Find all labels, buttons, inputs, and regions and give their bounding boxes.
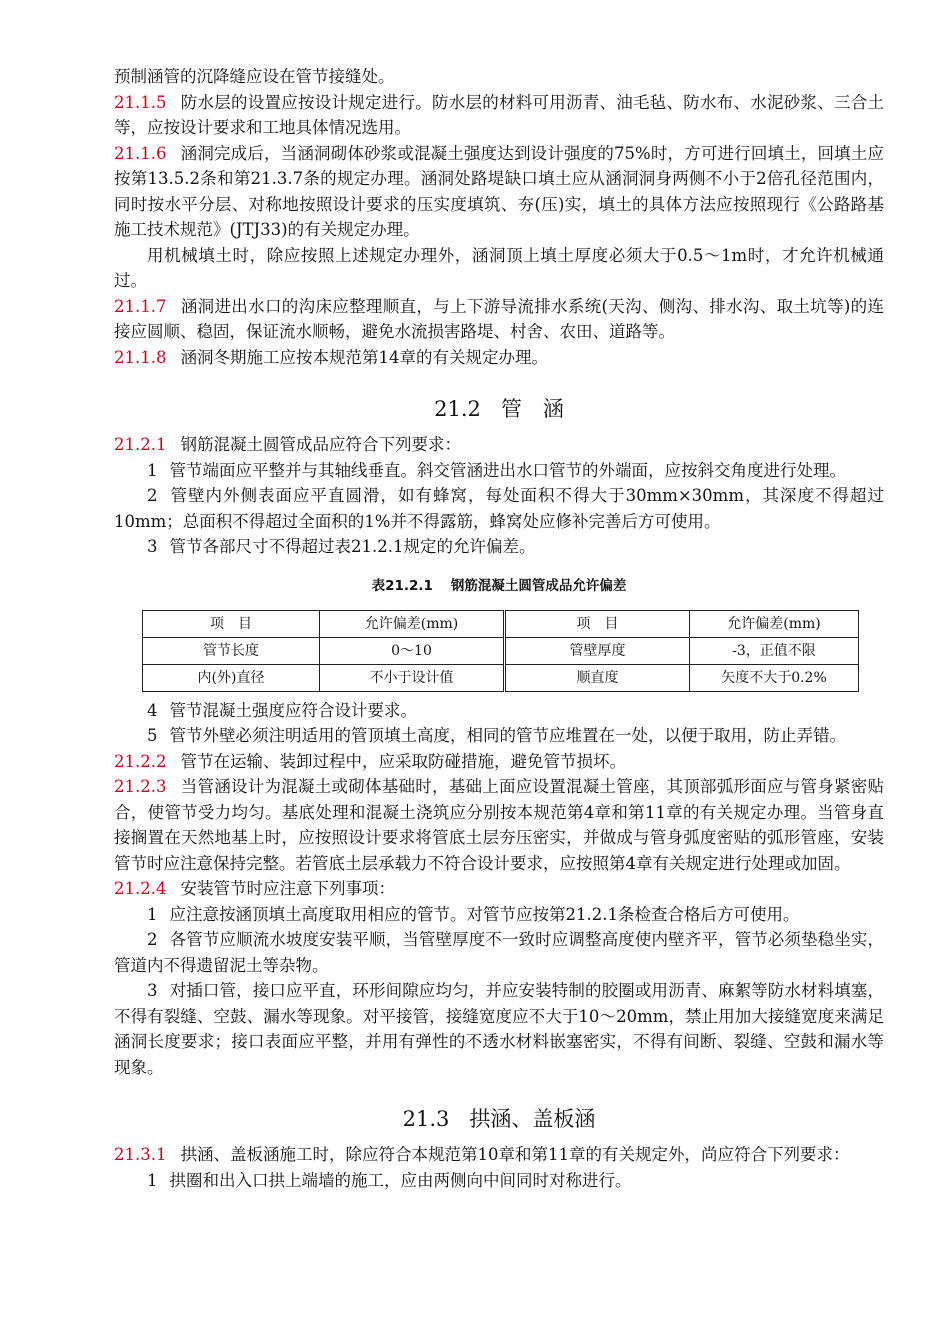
clause-21-2-3 [114, 774, 884, 876]
list-item [114, 698, 884, 724]
table-cell: 顺直度 [505, 664, 690, 691]
table-cell: 矢度不大于0.2% [690, 664, 859, 691]
list-item [114, 1168, 884, 1194]
table-cell: 管壁厚度 [505, 637, 690, 664]
table-header-cell: 允许偏差(mm) [690, 610, 859, 637]
item-text: 拱圈和出入口拱上端墙的施工，应由两侧向中间同时对称进行。 [169, 1170, 632, 1190]
clause-number: 21.1.8 [114, 347, 167, 367]
item-number: 5 [147, 726, 158, 745]
clause-21-3-1 [114, 1142, 884, 1168]
item-number: 2 [147, 486, 158, 505]
item-text: 管节外壁必须注明适用的管顶填土高度，相同的管节应堆置在一处，以便于取用，防止弄错。 [169, 726, 846, 745]
item-number: 1 [147, 904, 158, 924]
section-heading-21-2 [114, 394, 884, 424]
clause-number: 21.3.1 [114, 1145, 167, 1164]
clause-text: 涵洞冬期施工应按本规范第14章的有关规定办理。 [180, 347, 548, 367]
table-header-cell: 项 目 [505, 610, 690, 637]
clause-21-1-8 [114, 345, 884, 371]
list-item [114, 927, 884, 978]
item-text: 管节端面应平整并与其轴线垂直。斜交管涵进出水口管节的外端面，应按斜交角度进行处理。 [169, 460, 846, 480]
clause-text: 当管涵设计为混凝土或砌体基础时，基础上面应设置混凝土管座，其顶部弧形面应与管身紧密贴合，使管节受力均匀。基底处理和混凝土浇筑应分别按本规范第4章和第11章的有关规定办理。当管身直接搁置在天然地基上时，应按照设计要求将管底土层夯压密实，并做成与管身弧度密贴的弧形管座，安装管节时应注意保持完整。若管底土层承载力不符合设计要求，应按照第4章有关规定进行处理或加固。 [114, 777, 884, 873]
section-heading-21-3 [114, 1104, 884, 1134]
table-header-cell: 项 目 [143, 610, 320, 637]
item-number: 2 [147, 930, 158, 949]
list-item [114, 902, 884, 928]
clause-21-1-7 [114, 294, 884, 345]
clause-text: 涵洞进出水口的沟床应整理顺直，与上下游导流排水系统(天沟、侧沟、排水沟、取土坑等)的连接应圆顺、稳固，保证流水顺畅，避免水流损害路堤、村舍、农田、道路等。 [114, 296, 884, 341]
table-header-cell: 允许偏差(mm) [320, 610, 505, 637]
section-title: 管 涵 [500, 397, 564, 421]
clause-text: 钢筋混凝土圆管成品应符合下列要求： [180, 435, 461, 454]
list-item [114, 534, 884, 560]
table-title: 钢筋混凝土圆管成品允许偏差 [450, 577, 627, 594]
item-number: 1 [147, 1170, 158, 1190]
item-number: 1 [147, 460, 158, 480]
item-text: 管节各部尺寸不得超过表21.2.1规定的允许偏差。 [169, 537, 536, 556]
deviation-table [142, 610, 859, 692]
table-header-row [143, 610, 859, 637]
table-cell: 管节长度 [143, 637, 320, 664]
table-cell: 不小于设计值 [320, 664, 505, 691]
clause-number: 21.2.2 [114, 751, 167, 771]
table-row [143, 664, 859, 691]
table-cell: 0～10 [320, 637, 505, 664]
document-page [114, 64, 884, 1193]
table-caption [114, 576, 884, 596]
clause-number: 21.2.4 [114, 879, 167, 898]
clause-21-2-4 [114, 876, 884, 902]
clause-text: 管节在运输、装卸过程中，应采取防碰措施，避免管节损坏。 [180, 751, 626, 771]
clause-text: 安装管节时应注意下列事项： [180, 879, 395, 898]
list-item [114, 483, 884, 534]
table-cell: -3，正值不限 [690, 637, 859, 664]
clause-text: 涵洞完成后，当涵洞砌体砂浆或混凝土强度达到设计强度的75%时，方可进行回填土，回填土应按第13.5.2条和第21.3.7条的规定办理。涵洞处路堤缺口填土应从涵洞洞身两侧不小于2倍孔径范围内，同时按水平分层、对称地按照设计要求的压实度填筑、夯(压)实，填土的具体方法应按照现行《公路路基施工技术规范》(JTJ33)的有关规定办理。 [114, 143, 884, 239]
clause-number: 21.2.3 [114, 777, 167, 796]
paragraph-machine-fill: 用机械填土时，除应按照上述规定办理外，涵洞顶上填土厚度必须大于0.5～1m时，才允许机械通过。 [114, 245, 884, 290]
clause-number: 21.2.1 [114, 435, 167, 454]
item-text: 各管节应顺流水坡度安装平顺，当管壁厚度不一致时应调整高度使内壁齐平，管节必须垫稳坐实，管道内不得遗留泥土等杂物。 [114, 930, 884, 975]
clause-text: 防水层的设置应按设计规定进行。防水层的材料可用沥青、油毛毡、防水布、水泥砂浆、三合土等，应按设计要求和工地具体情况选用。 [114, 92, 884, 137]
clause-number: 21.1.6 [114, 143, 167, 163]
list-item [114, 723, 884, 749]
clause-number: 21.1.5 [114, 92, 167, 112]
clause-21-1-6 [114, 141, 884, 243]
item-number: 4 [147, 700, 158, 720]
section-number: 21.3 [402, 1107, 450, 1131]
item-text: 对插口管，接口应平直，环形间隙应均匀，并应安装特制的胶圈或用沥青、麻絮等防水材料填塞，不得有裂缝、空鼓、漏水等现象。对平接管，接缝宽度应不大于10～20mm，禁止用加大接缝宽度来满足涵洞长度要求；接口表面应平整，并用有弹性的不透水材料嵌塞密实，不得有间断、裂缝、空鼓和漏水等现象。 [114, 981, 884, 1077]
clause-number: 21.1.7 [114, 296, 167, 316]
clause-21-2-1 [114, 432, 884, 458]
item-text: 管壁内外侧表面应平直圆滑，如有蜂窝，每处面积不得大于30mm×30mm，其深度不得超过10mm；总面积不得超过全面积的1%并不得露筋，蜂窝处应修补完善后方可使用。 [114, 486, 884, 531]
clause-21-2-2 [114, 749, 884, 775]
item-text: 管节混凝土强度应符合设计要求。 [169, 700, 417, 720]
section-title: 拱涵、盖板涵 [469, 1107, 596, 1131]
table-number: 表21.2.1 [371, 577, 433, 594]
clause-21-1-5 [114, 90, 884, 141]
list-item [114, 458, 884, 484]
clause-text: 拱涵、盖板涵施工时，除应符合本规范第10章和第11章的有关规定外，尚应符合下列要求： [180, 1145, 850, 1164]
item-text: 应注意按涵顶填土高度取用相应的管节。对管节应按第21.2.1条检查合格后方可使用。 [169, 904, 800, 924]
section-number: 21.2 [434, 397, 481, 421]
item-number: 3 [147, 537, 158, 556]
list-item [114, 978, 884, 1080]
intro-line: 预制涵管的沉降缝应设在管节接缝处。 [114, 67, 395, 86]
item-number: 3 [147, 981, 158, 1000]
table-cell: 内(外)直径 [143, 664, 320, 691]
table-row [143, 637, 859, 664]
